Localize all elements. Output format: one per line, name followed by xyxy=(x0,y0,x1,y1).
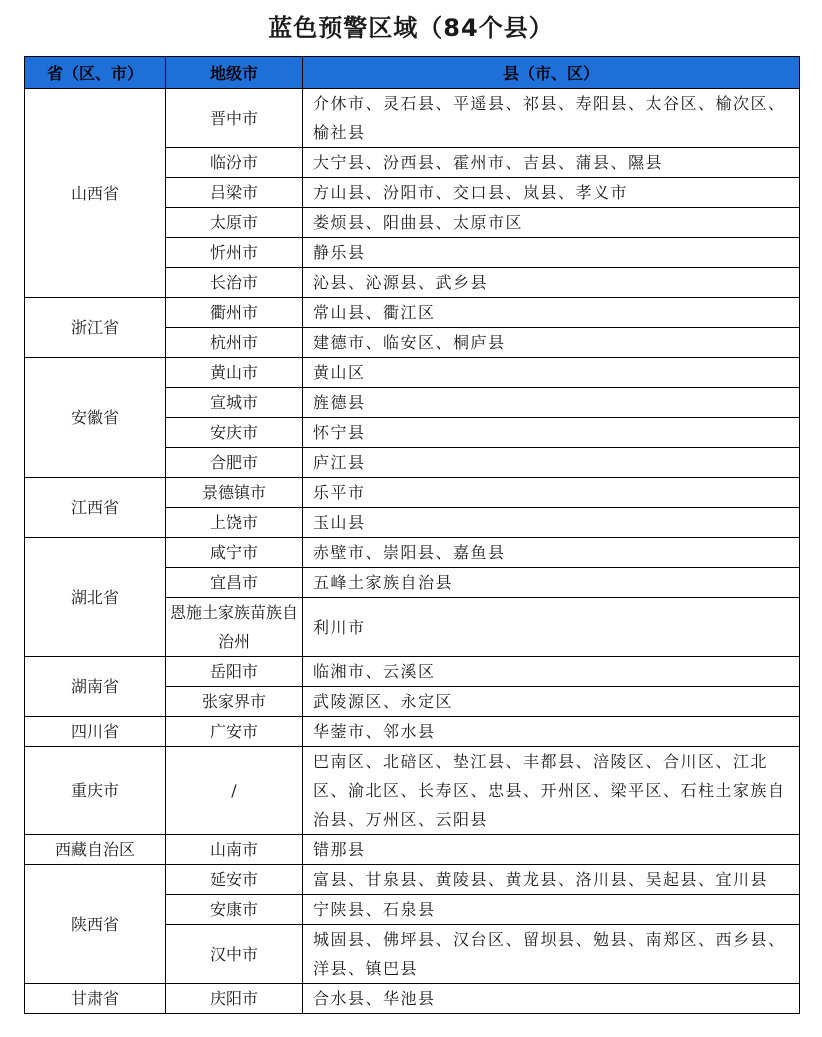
city-cell: 张家界市 xyxy=(166,687,303,717)
page-title: 蓝色预警区域（84个县） xyxy=(268,14,554,42)
table-body xyxy=(25,89,800,1014)
city-cell: / xyxy=(166,747,303,835)
county-cell: 玉山县 xyxy=(303,508,800,538)
table-row xyxy=(25,478,800,508)
city-cell: 晋中市 xyxy=(166,89,303,148)
city-cell: 山南市 xyxy=(166,835,303,865)
city-cell: 杭州市 xyxy=(166,328,303,358)
city-cell: 岳阳市 xyxy=(166,657,303,687)
city-cell: 宜昌市 xyxy=(166,568,303,598)
county-cell: 大宁县、汾西县、霍州市、吉县、蒲县、隰县 xyxy=(303,148,800,178)
city-cell: 安庆市 xyxy=(166,418,303,448)
county-cell: 庐江县 xyxy=(303,448,800,478)
county-cell: 常山县、衢江区 xyxy=(303,298,800,328)
province-cell: 重庆市 xyxy=(25,747,166,835)
county-cell: 方山县、汾阳市、交口县、岚县、孝义市 xyxy=(303,178,800,208)
county-cell: 怀宁县 xyxy=(303,418,800,448)
county-cell: 娄烦县、阳曲县、太原市区 xyxy=(303,208,800,238)
county-cell: 介休市、灵石县、平遥县、祁县、寿阳县、太谷区、榆次区、榆社县 xyxy=(303,89,800,148)
table-row xyxy=(25,298,800,328)
county-cell: 赤壁市、崇阳县、嘉鱼县 xyxy=(303,538,800,568)
table-row xyxy=(25,747,800,835)
province-cell: 湖北省 xyxy=(25,538,166,657)
table-row xyxy=(25,358,800,388)
county-cell: 城固县、佛坪县、汉台区、留坝县、勉县、南郑区、西乡县、洋县、镇巴县 xyxy=(303,925,800,984)
county-cell: 富县、甘泉县、黄陵县、黄龙县、洛川县、吴起县、宜川县 xyxy=(303,865,800,895)
county-cell: 利川市 xyxy=(303,598,800,657)
province-cell: 浙江省 xyxy=(25,298,166,358)
province-cell: 四川省 xyxy=(25,717,166,747)
city-cell: 咸宁市 xyxy=(166,538,303,568)
county-cell: 宁陕县、石泉县 xyxy=(303,895,800,925)
header-county: 县（市、区） xyxy=(303,57,800,89)
city-cell: 长治市 xyxy=(166,268,303,298)
county-cell: 五峰土家族自治县 xyxy=(303,568,800,598)
county-cell: 黄山区 xyxy=(303,358,800,388)
city-cell: 合肥市 xyxy=(166,448,303,478)
county-cell: 合水县、华池县 xyxy=(303,984,800,1014)
county-cell: 沁县、沁源县、武乡县 xyxy=(303,268,800,298)
table-row xyxy=(25,717,800,747)
county-cell: 旌德县 xyxy=(303,388,800,418)
city-cell: 上饶市 xyxy=(166,508,303,538)
city-cell: 广安市 xyxy=(166,717,303,747)
city-cell: 宣城市 xyxy=(166,388,303,418)
county-cell: 建德市、临安区、桐庐县 xyxy=(303,328,800,358)
province-cell: 江西省 xyxy=(25,478,166,538)
county-cell: 乐平市 xyxy=(303,478,800,508)
city-cell: 恩施土家族苗族自治州 xyxy=(166,598,303,657)
city-cell: 太原市 xyxy=(166,208,303,238)
city-cell: 景德镇市 xyxy=(166,478,303,508)
table-row xyxy=(25,89,800,148)
city-cell: 衢州市 xyxy=(166,298,303,328)
province-cell: 湖南省 xyxy=(25,657,166,717)
county-cell: 华蓥市、邻水县 xyxy=(303,717,800,747)
city-cell: 临汾市 xyxy=(166,148,303,178)
province-cell: 安徽省 xyxy=(25,358,166,478)
city-cell: 延安市 xyxy=(166,865,303,895)
header-province: 省（区、市） xyxy=(25,57,166,89)
city-cell: 庆阳市 xyxy=(166,984,303,1014)
county-cell: 临湘市、云溪区 xyxy=(303,657,800,687)
warning-region-table xyxy=(24,56,800,1014)
county-cell: 武陵源区、永定区 xyxy=(303,687,800,717)
table-row xyxy=(25,657,800,687)
city-cell: 汉中市 xyxy=(166,925,303,984)
province-cell: 甘肃省 xyxy=(25,984,166,1014)
county-cell: 巴南区、北碚区、垫江县、丰都县、涪陵区、合川区、江北区、渝北区、长寿区、忠县、开州区、梁平区、石柱土家族自治县、万州区、云阳县 xyxy=(303,747,800,835)
city-cell: 黄山市 xyxy=(166,358,303,388)
table-row xyxy=(25,835,800,865)
table-row xyxy=(25,865,800,895)
table-row xyxy=(25,984,800,1014)
city-cell: 吕梁市 xyxy=(166,178,303,208)
county-cell: 静乐县 xyxy=(303,238,800,268)
table-row xyxy=(25,538,800,568)
county-cell: 错那县 xyxy=(303,835,800,865)
city-cell: 安康市 xyxy=(166,895,303,925)
header-city: 地级市 xyxy=(166,57,303,89)
province-cell: 西藏自治区 xyxy=(25,835,166,865)
table-header-row xyxy=(25,57,800,89)
province-cell: 山西省 xyxy=(25,89,166,298)
city-cell: 忻州市 xyxy=(166,238,303,268)
province-cell: 陕西省 xyxy=(25,865,166,984)
